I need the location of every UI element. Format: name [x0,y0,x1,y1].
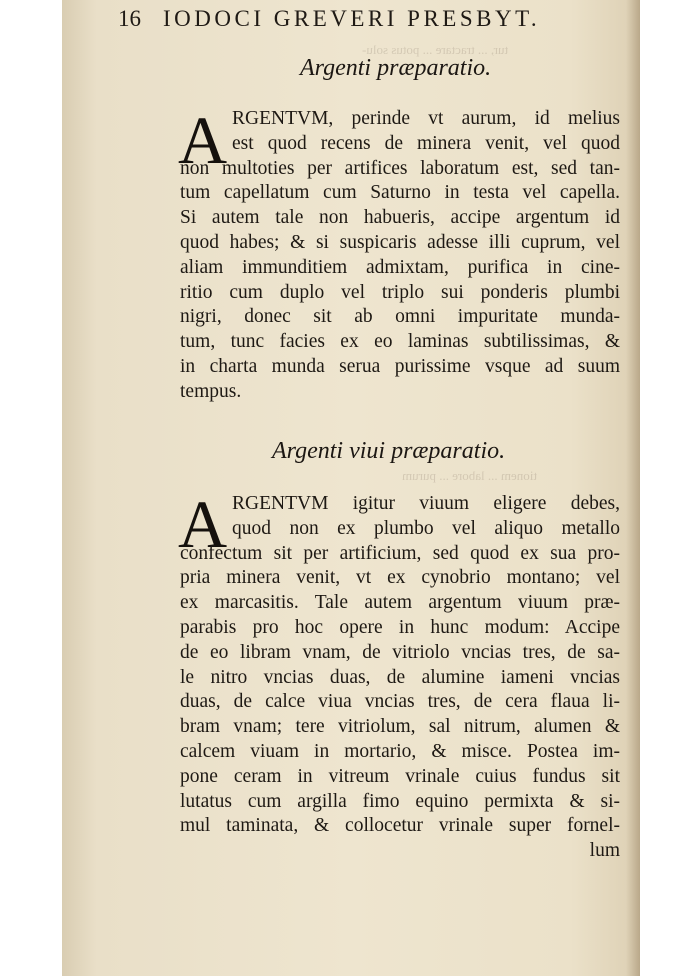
text-line: ex marcasitis. Tale autem argentum viuum præ- [180,592,620,614]
text-line: quod non ex plumbo vel aliquo metallo [232,517,620,539]
text-line: le nitro vncias duas, de alumine iameni vncias [180,666,620,688]
text-line: tum capellatum cum Saturno in testa vel capella. [180,182,620,204]
text-line: Si autem tale non habueris, accipe argentum id [180,207,620,229]
text-line: pone ceram in vitreum vrinale cuius fundus sit [180,765,620,787]
text-line: bram vnam; tere vitriolum, sal nitrum, alumen & [180,716,620,738]
text-line: tempus. [180,380,242,402]
text-line: ritio cum duplo vel triplo sui ponderis plumbi [180,281,620,303]
section-title-argenti: Argenti præparatio. [300,55,492,81]
text-line: quod habes; & si suspicaris adesse illi cuprum, vel [180,232,620,253]
text-line: RGENTVM, perinde vt aurum, id melius [232,108,620,129]
text-line: in charta munda serua purissime vsque ad suum [180,356,620,377]
text-line: lutatus cum argilla fimo equino permixta & si- [180,790,620,812]
bleed-through-text: tur, ... tractare ... potus solu- [362,42,509,57]
text-line: nigri, donec sit ab omni impuritate munda- [180,306,620,328]
text-line: lum [589,840,620,862]
bleed-through-text: tionem ... labore ... purum [402,468,538,483]
section-title-argenti-viui: Argenti viui præparatio. [272,438,506,464]
text-line: calcem viuam in mortario, & misce. Postea im- [180,741,620,762]
text-line: confectum sit per artificium, sed quod ex sua pro- [180,542,620,564]
text-line: non multoties per artifices laboratum est, sed tan- [180,157,620,179]
drop-cap: A [178,486,228,562]
text-line: duas, de calce viua vncias tres, de cera flaua li- [180,691,620,713]
running-title: IODOCI GREVERI PRESBYT. [163,6,541,31]
text-line: mul taminata, & collocetur vrinale super fornel- [180,815,620,837]
drop-cap: A [178,102,228,178]
text-line: aliam immunditiem admixtam, purifica in cine- [180,256,620,278]
page-number: 16 [118,6,141,31]
text-line: RGENTVM igitur viuum eligere debes, [232,493,620,514]
text-line: de eo libram vnam, de vitriolo vncias tres, de sa- [180,641,620,663]
text-line: tum, tunc facies ex eo laminas subtilissimas, & [180,331,620,353]
text-line: est quod recens de minera venit, vel quod [232,132,620,154]
running-header [118,6,588,40]
text-line: parabis pro hoc opere in hunc modum: Accipe [180,617,620,638]
text-line: pria minera venit, vt ex cynobrio montano; vel [180,567,620,589]
